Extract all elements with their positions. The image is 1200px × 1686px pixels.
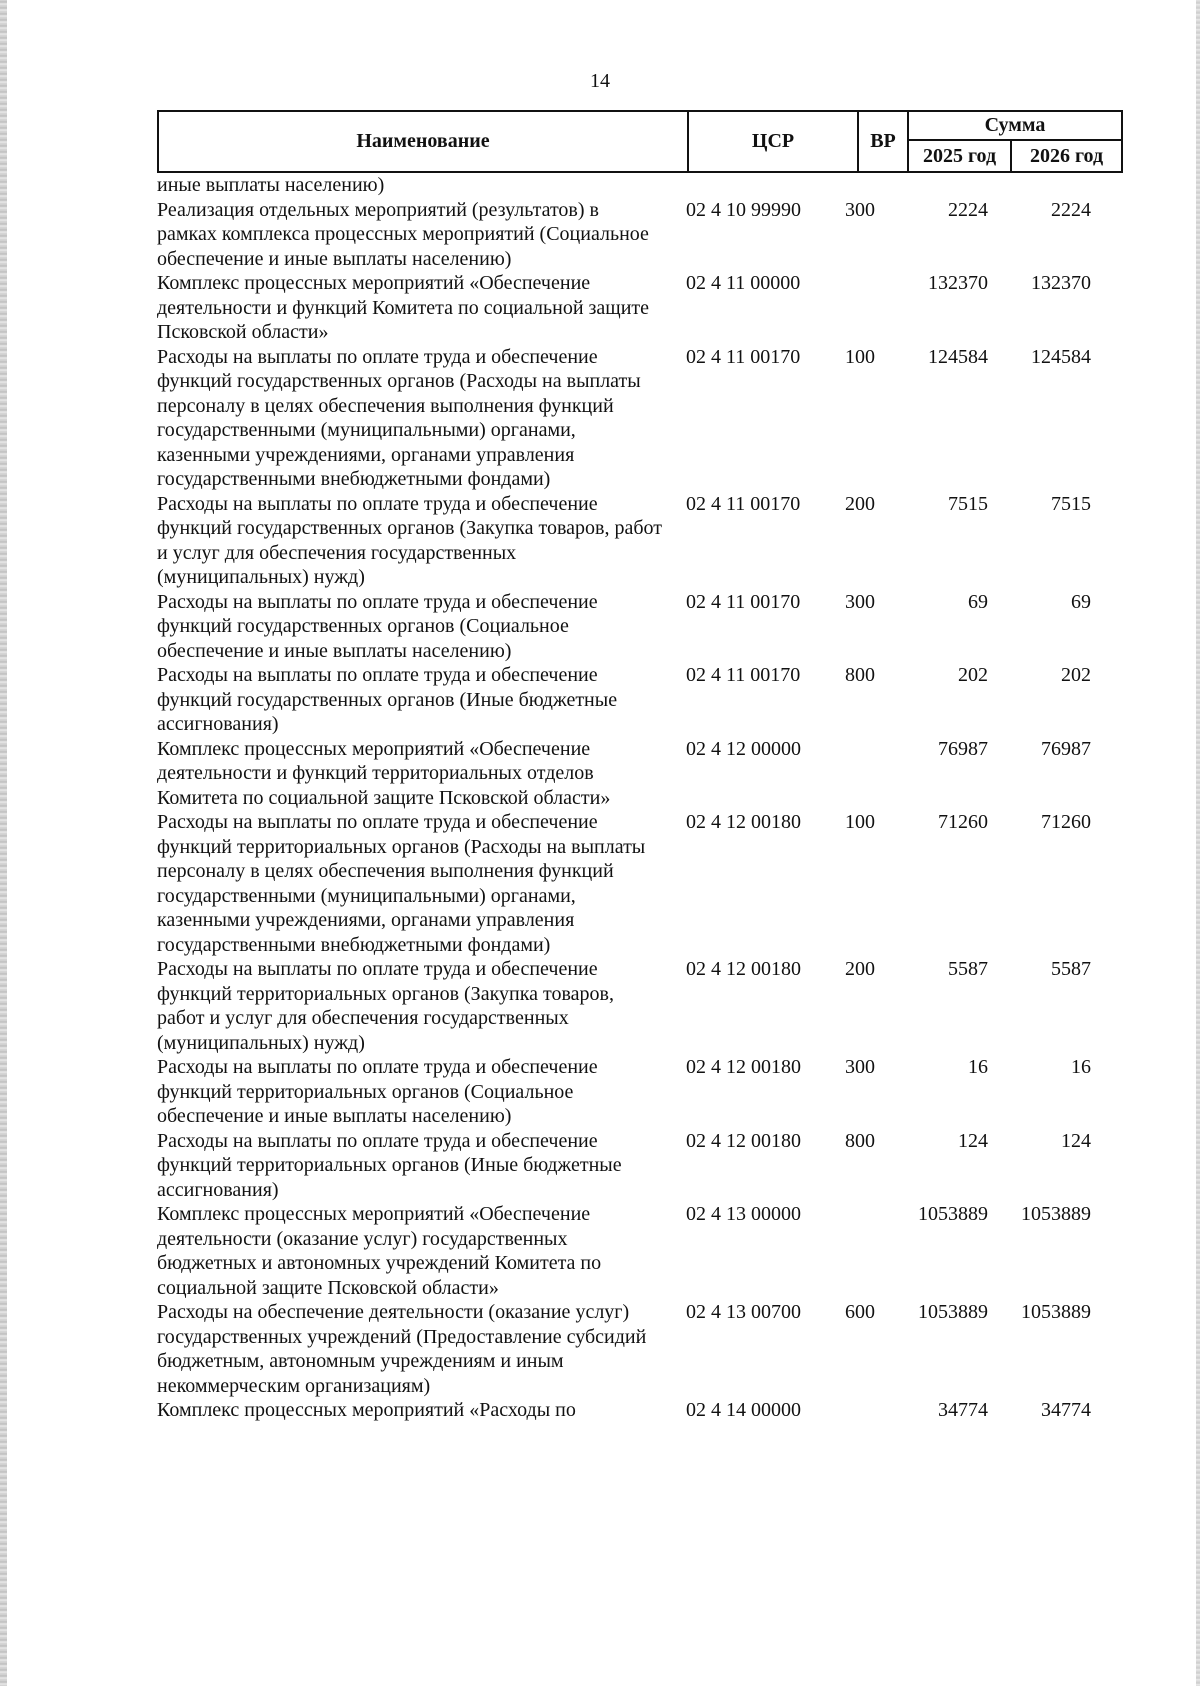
row-vr: 800 (845, 664, 875, 686)
row-sum-2026: 69 (1071, 590, 1091, 613)
row-csr: 02 4 11 00170 (686, 664, 801, 686)
row-csr: 02 4 11 00170 (686, 345, 801, 368)
row-name: Комплекс процессных мероприятий «Обеспечение деятельности и функций территориальных отделов Комитета по социальной защите Псковской области» (157, 737, 611, 809)
row-sum-2025: 124 (958, 1129, 988, 1152)
table-row (157, 271, 1123, 345)
header-vr: ВР (859, 112, 909, 171)
row-csr: 02 4 11 00000 (686, 272, 801, 294)
row-sum-2025: 16 (968, 1056, 988, 1078)
row-sum-2025: 71260 (938, 811, 988, 833)
table-row (157, 1398, 1123, 1423)
header-year-2025: 2025 год (909, 141, 1012, 171)
page-number: 14 (590, 70, 610, 92)
row-sum-2025: 5587 (948, 958, 988, 980)
row-vr (837, 1398, 892, 1423)
table-row (157, 492, 1123, 590)
row-sum-2025: 69 (968, 590, 988, 613)
scan-edge-left (0, 0, 7, 1686)
row-csr: 02 4 11 00170 (686, 492, 801, 515)
header-year-2026: 2026 год (1029, 144, 1104, 167)
row-sum-2025: 132370 (928, 272, 988, 294)
row-name: Расходы на выплаты по оплате труда и обеспечение функций территориальных органов (Расходы на выплаты персоналу в целях обеспечения выполнения функций государственными (муниципальными) органами, казенными учреждениями, органами управления государственными внебюджетными фондами) (157, 811, 646, 956)
row-csr: 02 4 12 00000 (686, 737, 801, 760)
row-name: Расходы на выплаты по оплате труда и обеспечение функций территориальных органов (Закупка товаров, работ и услуг для обеспечения государственных (муниципальных) нужд) (157, 958, 614, 1054)
row-vr (837, 1202, 892, 1300)
row-vr (837, 173, 892, 198)
row-sum-2026: 124 (1061, 1129, 1091, 1152)
row-name: Расходы на выплаты по оплате труда и обеспечение функций государственных органов (Иные бюджетные ассигнования) (157, 664, 618, 735)
table-row (157, 173, 1123, 198)
row-csr: 02 4 10 99990 (686, 198, 801, 221)
table-body (157, 173, 1123, 1423)
row-sum-2025: 124584 (928, 345, 988, 368)
row-sum-2026: 1053889 (1021, 1203, 1091, 1225)
header-summa: Сумма (909, 112, 1121, 141)
row-name: Комплекс процессных мероприятий «Расходы по (157, 1399, 576, 1421)
table-row (157, 663, 1123, 737)
row-name: Расходы на обеспечение деятельности (оказание услуг) государственных учреждений (Предоставление субсидий бюджетным, автономным учреждениям и иным некоммерческим организациям) (157, 1301, 647, 1397)
row-csr: 02 4 13 00700 (686, 1301, 801, 1323)
row-sum-2025: 34774 (938, 1399, 988, 1421)
table-header (157, 110, 1123, 173)
row-name: Расходы на выплаты по оплате труда и обеспечение функций государственных органов (Расходы на выплаты персоналу в целях обеспечения выполнения функций государственными (муниципальными) органами, казенными учреждениями, органами управления государственными внебюджетными фондами) (157, 345, 641, 490)
header-csr: ЦСР (689, 112, 859, 171)
row-name: Комплекс процессных мероприятий «Обеспечение деятельности и функций Комитета по социальной защите Псковской области» (157, 272, 650, 343)
row-vr: 300 (845, 1056, 875, 1078)
row-sum-2025: 202 (958, 664, 988, 686)
row-vr: 800 (845, 1129, 875, 1152)
row-csr: 02 4 13 00000 (686, 1203, 801, 1225)
row-sum-2026 (994, 173, 1095, 198)
row-sum-2025 (892, 173, 994, 198)
row-csr: 02 4 12 00180 (686, 1056, 801, 1078)
row-csr (662, 173, 837, 198)
row-vr: 300 (845, 590, 875, 613)
row-sum-2026: 5587 (1051, 958, 1091, 980)
row-sum-2026: 2224 (1051, 198, 1091, 221)
table-row (157, 1055, 1123, 1129)
row-csr: 02 4 11 00170 (686, 590, 801, 613)
row-vr: 300 (845, 198, 875, 221)
row-sum-2026: 202 (1061, 664, 1091, 686)
table-row (157, 810, 1123, 957)
row-sum-2026: 124584 (1031, 345, 1091, 368)
row-sum-2026: 16 (1071, 1056, 1091, 1078)
row-csr: 02 4 12 00180 (686, 811, 801, 833)
row-name: Реализация отдельных мероприятий (результатов) в рамках комплекса процессных мероприятий (Социальное обеспечение и иные выплаты населению) (157, 198, 649, 270)
header-name: Наименование (159, 112, 689, 171)
header-summa-group (909, 112, 1121, 171)
row-sum-2026: 76987 (1041, 737, 1091, 760)
row-sum-2026: 1053889 (1021, 1301, 1091, 1323)
row-sum-2025: 2224 (948, 198, 988, 221)
row-vr: 100 (845, 345, 875, 368)
table-row (157, 1129, 1123, 1203)
row-vr: 100 (845, 811, 875, 833)
table-row (157, 957, 1123, 1055)
row-sum-2025: 76987 (938, 737, 988, 760)
row-name: Расходы на выплаты по оплате труда и обеспечение функций государственных органов (Закупка товаров, работ и услуг для обеспечения государственных (муниципальных) нужд) (157, 492, 662, 588)
row-sum-2025: 7515 (948, 492, 988, 515)
row-name: Расходы на выплаты по оплате труда и обеспечение функций государственных органов (Социальное обеспечение и иные выплаты населению) (157, 590, 598, 662)
row-sum-2025: 1053889 (918, 1301, 988, 1323)
row-name: Расходы на выплаты по оплате труда и обеспечение функций территориальных органов (Социальное обеспечение и иные выплаты населению) (157, 1056, 598, 1127)
scan-edge-right (1196, 0, 1200, 1686)
budget-table (157, 110, 1123, 1423)
table-row (157, 1202, 1123, 1300)
row-vr: 200 (845, 958, 875, 980)
row-sum-2026: 71260 (1041, 811, 1091, 833)
row-name: иные выплаты населению) (157, 174, 385, 196)
row-sum-2026: 34774 (1041, 1399, 1091, 1421)
table-row (157, 345, 1123, 492)
row-csr: 02 4 12 00180 (686, 1129, 801, 1152)
table-row (157, 1300, 1123, 1398)
row-vr: 600 (845, 1301, 875, 1323)
table-row (157, 590, 1123, 664)
row-sum-2025: 1053889 (918, 1203, 988, 1225)
row-sum-2026: 132370 (1031, 272, 1091, 294)
row-vr: 200 (845, 492, 875, 515)
row-vr (837, 737, 892, 811)
table-row (157, 737, 1123, 811)
row-vr (837, 271, 892, 345)
row-csr: 02 4 12 00180 (686, 958, 801, 980)
row-sum-2026: 7515 (1051, 492, 1091, 515)
row-name: Расходы на выплаты по оплате труда и обеспечение функций территориальных органов (Иные бюджетные ассигнования) (157, 1129, 622, 1201)
row-csr: 02 4 14 00000 (686, 1399, 801, 1421)
row-name: Комплекс процессных мероприятий «Обеспечение деятельности (оказание услуг) государственных бюджетных и автономных учреждений Комитета по социальной защите Псковской области» (157, 1203, 602, 1299)
table-row (157, 198, 1123, 272)
